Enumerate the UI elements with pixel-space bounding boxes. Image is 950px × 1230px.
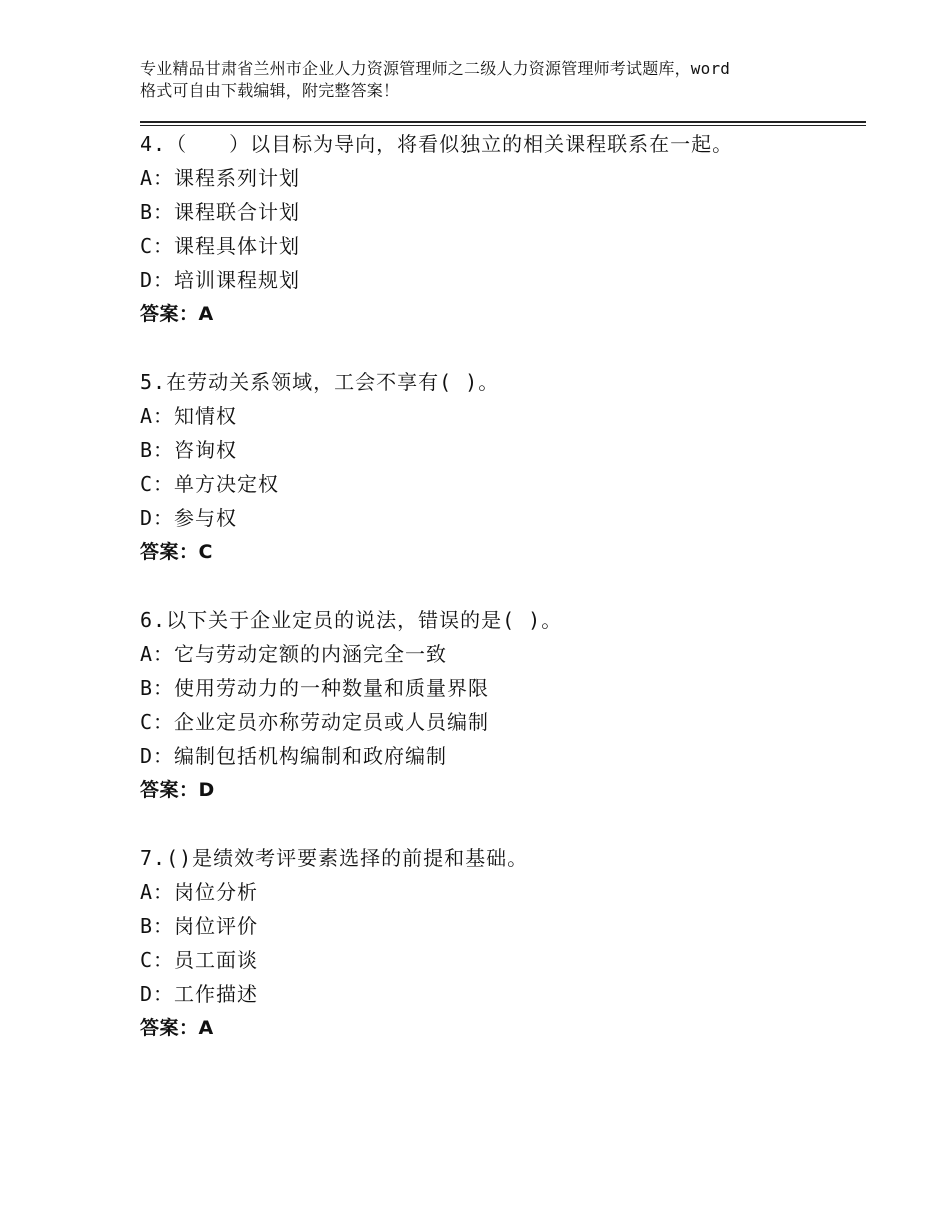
header-rule-thin — [140, 125, 866, 126]
header-line-1: 专业精品甘肃省兰州市企业人力资源管理师之二级人力资源管理师考试题库，word — [140, 59, 731, 78]
option-d: D：参与权 — [140, 506, 238, 530]
question-list — [140, 127, 866, 1045]
option-b: B：岗位评价 — [140, 914, 259, 938]
question-stem: 4.（ ）以目标为导向，将看似独立的相关课程联系在一起。 — [140, 132, 734, 156]
option-d: D：培训课程规划 — [140, 268, 301, 292]
question-5 — [140, 365, 866, 569]
question-6 — [140, 603, 866, 807]
option-b: B：咨询权 — [140, 438, 238, 462]
answer-line: 答案：D — [140, 779, 215, 801]
header-line-2: 格式可自由下载编辑，附完整答案！ — [140, 81, 400, 100]
header-rule-thick — [140, 121, 866, 123]
document-header — [140, 58, 830, 102]
option-c: C：单方决定权 — [140, 472, 280, 496]
option-b: B：课程联合计划 — [140, 200, 301, 224]
option-d: D：编制包括机构编制和政府编制 — [140, 744, 448, 768]
option-d: D：工作描述 — [140, 982, 259, 1006]
answer-line: 答案：A — [140, 1017, 214, 1039]
option-c: C：企业定员亦称劳动定员或人员编制 — [140, 710, 490, 734]
option-c: C：课程具体计划 — [140, 234, 301, 258]
option-a: A：课程系列计划 — [140, 166, 301, 190]
option-c: C：员工面谈 — [140, 948, 259, 972]
question-4 — [140, 127, 866, 331]
question-stem: 7.()是绩效考评要素选择的前提和基础。 — [140, 846, 529, 870]
option-a: A：知情权 — [140, 404, 238, 428]
question-stem: 6.以下关于企业定员的说法，错误的是( )。 — [140, 608, 563, 632]
question-7 — [140, 841, 866, 1045]
answer-line: 答案：A — [140, 303, 214, 325]
question-stem: 5.在劳动关系领域，工会不享有( )。 — [140, 370, 500, 394]
option-a: A：它与劳动定额的内涵完全一致 — [140, 642, 448, 666]
option-a: A：岗位分析 — [140, 880, 259, 904]
option-b: B：使用劳动力的一种数量和质量界限 — [140, 676, 490, 700]
answer-line: 答案：C — [140, 541, 213, 563]
